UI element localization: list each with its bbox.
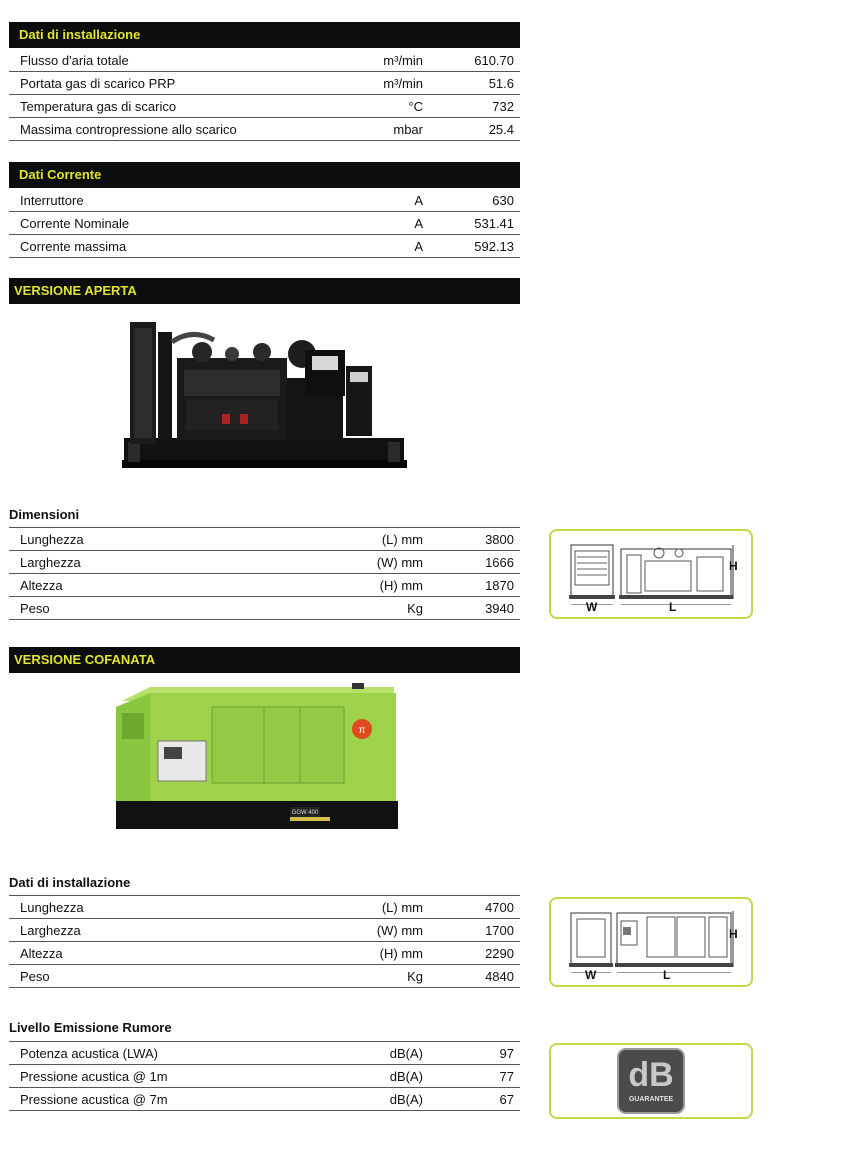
row-unit: A xyxy=(340,235,423,258)
row-value: 4840 xyxy=(423,965,520,988)
table-row xyxy=(9,1042,520,1065)
row-label: Peso xyxy=(9,965,340,988)
current-table xyxy=(9,189,520,258)
canopy-dimension-diagram xyxy=(549,897,753,987)
canopy-dimensions-title: Dati di installazione xyxy=(9,875,131,890)
row-unit: (H) mm xyxy=(340,942,423,965)
row-label: Corrente massima xyxy=(9,235,340,258)
table-row xyxy=(9,212,520,235)
table-row xyxy=(9,95,520,118)
row-unit: (W) mm xyxy=(340,551,423,574)
row-unit: dB(A) xyxy=(340,1088,423,1111)
height-label: H xyxy=(729,927,738,941)
model-plate: GGW 400 xyxy=(291,810,319,816)
row-value: 4700 xyxy=(423,896,520,919)
row-value: 1700 xyxy=(423,919,520,942)
row-unit: A xyxy=(340,189,423,212)
db-badge-text: dB xyxy=(628,1056,674,1094)
noise-title: Livello Emissione Rumore xyxy=(9,1020,172,1035)
row-label: Larghezza xyxy=(9,551,340,574)
table-row xyxy=(9,896,520,919)
row-unit: m³/min xyxy=(340,49,423,72)
row-unit: Kg xyxy=(340,597,423,620)
table-row xyxy=(9,235,520,258)
row-value: 732 xyxy=(423,95,520,118)
row-value: 630 xyxy=(423,189,520,212)
row-label: Altezza xyxy=(9,942,340,965)
canopy-version-header: VERSIONE COFANATA xyxy=(9,647,520,673)
table-row xyxy=(9,1065,520,1088)
table-row xyxy=(9,528,520,551)
table-row xyxy=(9,965,520,988)
open-version-header: VERSIONE APERTA xyxy=(9,278,520,304)
row-value: 1666 xyxy=(423,551,520,574)
row-label: Portata gas di scarico PRP xyxy=(9,72,340,95)
row-value: 51.6 xyxy=(423,72,520,95)
row-label: Lunghezza xyxy=(9,896,340,919)
row-unit: (H) mm xyxy=(340,574,423,597)
open-dimensions-title: Dimensioni xyxy=(9,507,80,522)
row-value: 592.13 xyxy=(423,235,520,258)
row-unit: dB(A) xyxy=(340,1042,423,1065)
table-row xyxy=(9,919,520,942)
row-value: 97 xyxy=(423,1042,520,1065)
row-unit: (L) mm xyxy=(340,896,423,919)
table-row xyxy=(9,942,520,965)
row-label: Lunghezza xyxy=(9,528,340,551)
row-label: Pressione acustica @ 7m xyxy=(9,1088,340,1111)
row-label: Larghezza xyxy=(9,919,340,942)
row-label: Temperatura gas di scarico xyxy=(9,95,340,118)
noise-table xyxy=(9,1042,520,1111)
length-label: L xyxy=(669,600,677,614)
width-label: W xyxy=(585,968,597,982)
db-guarantee-icon xyxy=(617,1048,685,1114)
row-unit: Kg xyxy=(340,965,423,988)
table-row xyxy=(9,574,520,597)
db-badge-subtext: GUARANTEE xyxy=(628,1096,674,1103)
table-row xyxy=(9,597,520,620)
row-unit: °C xyxy=(340,95,423,118)
row-label: Massima contropressione allo scarico xyxy=(9,118,340,141)
row-unit: A xyxy=(340,212,423,235)
open-genset-image xyxy=(122,318,407,470)
table-row xyxy=(9,189,520,212)
row-value: 3800 xyxy=(423,528,520,551)
row-value: 77 xyxy=(423,1065,520,1088)
table-row xyxy=(9,1088,520,1111)
row-value: 25.4 xyxy=(423,118,520,141)
row-value: 531.41 xyxy=(423,212,520,235)
open-dimension-diagram xyxy=(549,529,753,619)
width-label: W xyxy=(586,600,598,614)
row-unit: (W) mm xyxy=(340,919,423,942)
length-label: L xyxy=(663,968,671,982)
canopy-dimensions-table xyxy=(9,896,520,988)
table-row xyxy=(9,118,520,141)
row-label: Altezza xyxy=(9,574,340,597)
row-value: 2290 xyxy=(423,942,520,965)
table-row xyxy=(9,49,520,72)
row-value: 1870 xyxy=(423,574,520,597)
row-unit: dB(A) xyxy=(340,1065,423,1088)
row-value: 610.70 xyxy=(423,49,520,72)
row-label: Flusso d'aria totale xyxy=(9,49,340,72)
open-diagram-drawing xyxy=(569,539,734,605)
current-header: Dati Corrente xyxy=(9,162,520,188)
open-dimensions-table xyxy=(9,528,520,620)
row-unit: m³/min xyxy=(340,72,423,95)
table-row xyxy=(9,551,520,574)
row-label: Interruttore xyxy=(9,189,340,212)
row-label: Potenza acustica (LWA) xyxy=(9,1042,340,1065)
install-header: Dati di installazione xyxy=(9,22,520,48)
row-label: Pressione acustica @ 1m xyxy=(9,1065,340,1088)
row-label: Peso xyxy=(9,597,340,620)
svg-text:π: π xyxy=(358,725,366,736)
table-row xyxy=(9,72,520,95)
canopy-diagram-drawing xyxy=(569,907,734,973)
row-unit: mbar xyxy=(340,118,423,141)
db-guarantee-box xyxy=(549,1043,753,1119)
row-unit: (L) mm xyxy=(340,528,423,551)
row-value: 67 xyxy=(423,1088,520,1111)
canopy-genset-image xyxy=(112,683,402,833)
height-label: H xyxy=(729,559,738,573)
row-value: 3940 xyxy=(423,597,520,620)
install-table xyxy=(9,49,520,141)
row-label: Corrente Nominale xyxy=(9,212,340,235)
